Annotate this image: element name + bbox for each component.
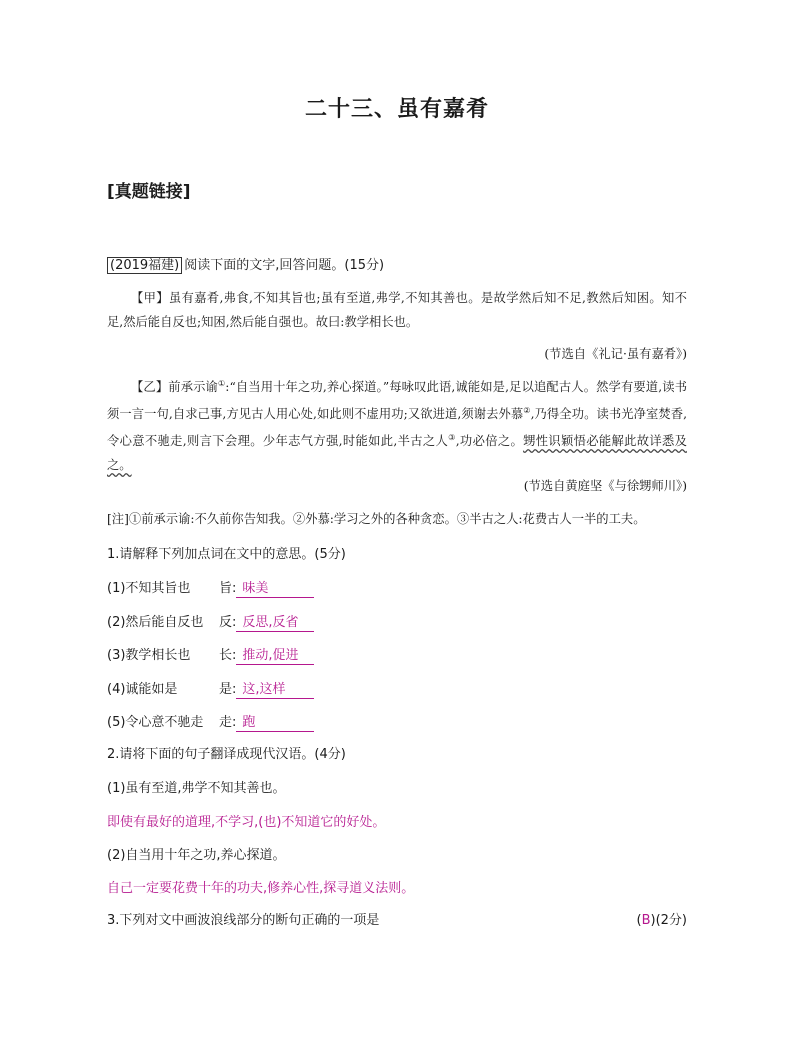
- page-title: 二十三、虽有嘉肴: [304, 96, 489, 122]
- note-ref-3: ③: [448, 433, 456, 443]
- q2-answer-2: 自己一定要花费十年的功夫,修养心性,探寻道义法则。: [107, 881, 415, 896]
- intro-text: 阅读下面的文字,回答问题。(15分): [184, 258, 385, 273]
- q1-item-label: 走:: [219, 715, 237, 730]
- wavy-underlined-text: 甥性识颖悟必能解此故详悉及之。: [107, 434, 687, 473]
- q2-sentence-2: (2)自当用十年之功,养心探道。: [107, 848, 286, 863]
- passage-yi-label: 【乙】: [131, 380, 169, 395]
- q1-item-label: 是:: [219, 682, 237, 697]
- q1-item: [107, 678, 314, 699]
- question-3-prompt: 3.下列对文中画波浪线部分的断句正确的一项是: [107, 913, 380, 928]
- q1-item-label: 长:: [219, 648, 237, 663]
- q1-item-answer: 这,这样: [236, 678, 314, 699]
- q1-item: [107, 711, 314, 732]
- passage-yi-text-4: ,功必倍之。: [455, 434, 524, 449]
- question-1-prompt: 1.请解释下列加点词在文中的意思。(5分): [107, 547, 346, 562]
- q3-paren-open: (: [636, 913, 642, 928]
- passage-yi-source: (节选自黄庭坚《与徐甥师川》): [523, 479, 687, 493]
- q3-score: )(2分): [650, 913, 687, 928]
- q3-answer-score: [637, 909, 688, 928]
- q1-item-answer: 推动,促进: [236, 644, 314, 665]
- passage-yi-text-2: :“自当用十年之功,养心探道。”每咏叹此语,诚能如是,足以追配古人。然学有要道,读书须一言一句,自求己事,方见古人用心处,如此则不虚用功;又欲进道,须谢去外慕: [107, 380, 687, 422]
- passage-yi: [107, 372, 687, 477]
- q1-item-term: (5)令心意不驰走: [107, 715, 204, 730]
- q1-item-answer: 跑: [236, 711, 314, 732]
- question-intro: [107, 254, 384, 273]
- passage-yi-text-3: ,乃得全功。读书光净室焚香,令心意不驰走,则言下会理。少年志气方强,时能如此,半古之人: [107, 407, 688, 449]
- q1-item: [107, 611, 314, 632]
- source-tag: (2019福建): [107, 257, 182, 274]
- q1-item-term: (4)诚能如是: [107, 682, 178, 697]
- note-ref-1: ①: [217, 379, 226, 388]
- footnote: [注]①前承示谕:不久前你告知我。②外慕:学习之外的各种贪恋。③半古之人:花费古人一半的工夫。: [107, 512, 646, 526]
- passage-jia: [107, 286, 687, 334]
- passage-yi-text-1: 前承示谕: [168, 380, 218, 395]
- note-ref-2: ②: [523, 406, 531, 416]
- q3-answer: B: [641, 913, 651, 928]
- q1-item-answer: 味美: [236, 577, 314, 598]
- q1-item-term: (3)教学相长也: [107, 648, 191, 663]
- passage-jia-text: 虽有嘉肴,弗食,不知其旨也;虽有至道,弗学,不知其善也。是故学然后知不足,教然后知困。知不足,然后能自反也;知困,然后能自强也。故曰:教学相长也。: [107, 291, 687, 329]
- q1-item-label: 旨:: [219, 581, 237, 596]
- q1-item: [107, 577, 314, 598]
- q2-sentence-1: (1)虽有至道,弗学不知其善也。: [107, 781, 286, 796]
- q1-item: [107, 644, 314, 665]
- passage-jia-source: (节选自《礼记·虽有嘉肴》): [544, 347, 687, 361]
- question-2-prompt: 2.请将下面的句子翻译成现代汉语。(4分): [107, 747, 346, 762]
- passage-jia-label: 【甲】: [131, 291, 169, 305]
- q1-item-term: (2)然后能自反也: [107, 615, 204, 630]
- q1-item-answer: 反思,反省: [236, 611, 314, 632]
- q2-answer-1: 即使有最好的道理,不学习,(也)不知道它的好处。: [107, 815, 386, 830]
- q1-item-label: 反:: [219, 615, 237, 630]
- section-heading: [真题链接]: [107, 182, 191, 202]
- q1-item-term: (1)不知其旨也: [107, 581, 191, 596]
